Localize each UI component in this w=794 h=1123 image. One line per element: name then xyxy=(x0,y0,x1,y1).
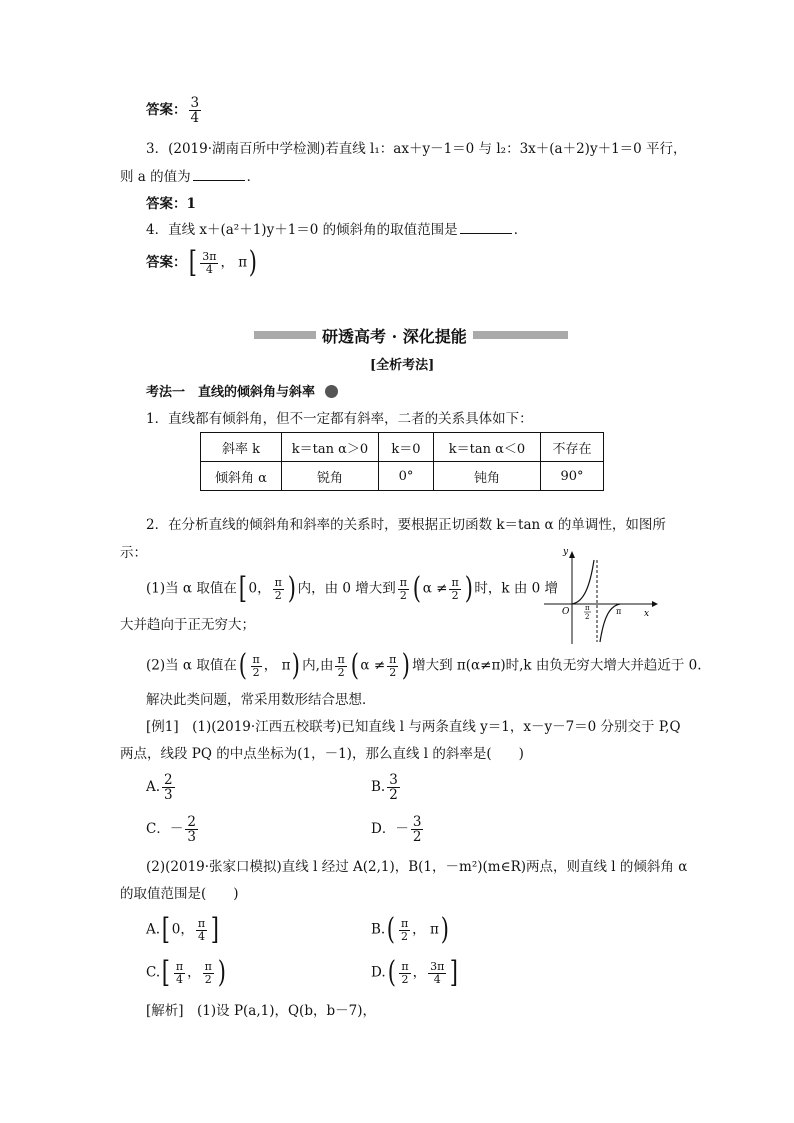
analysis: [解析] (1)设 P(a,1)，Q(b，b－7)， xyxy=(146,1003,376,1019)
section-heading: [全析考法] xyxy=(370,358,435,373)
svg-text:y: y xyxy=(563,547,569,557)
answer-1 xyxy=(146,96,203,125)
point-2-line2: 示： xyxy=(120,545,147,561)
option-2a: A.[ 0， $\frac{\pi}{4}$ ] xyxy=(146,912,220,947)
answer-blank xyxy=(193,180,245,181)
svg-text:x: x xyxy=(644,609,650,619)
svg-text:O: O xyxy=(562,607,570,617)
svg-text:2: 2 xyxy=(585,613,590,621)
svg-text:π: π xyxy=(616,607,622,616)
option-2b: B.( $\frac{\pi}{2}$ ， π) xyxy=(371,912,449,947)
option-1a: A. $\frac{2}{3}$ xyxy=(146,772,173,804)
question-3-line1: 3．(2019·湖南百所中学检测)若直线 l₁：ax＋y－1＝0 与 l₂：3x＋(a＋2)y＋1＝0 平行， xyxy=(146,141,687,157)
table-row: 斜率 k k＝tan α＞0 k＝0 k＝tan α＜0 不存在 xyxy=(201,433,604,462)
section-banner xyxy=(254,322,568,348)
answer-4: 答案：[ $\frac{3\pi}{4}$ ， π) xyxy=(146,245,258,280)
tangent-graph xyxy=(540,546,660,646)
point-1: 1．直线都有倾斜角，但不一定都有斜率，二者的关系具体如下： xyxy=(146,411,533,427)
example-1-line1: [例1] (1)(2019·江西五校联考)已知直线 l 与两条直线 y＝1，x－y－7＝0 分别交于 P,Q xyxy=(146,719,681,735)
example-1-line2: 两点，线段 PQ 的中点坐标为(1，－1)，那么直线 l 的斜率是( ) xyxy=(120,746,524,762)
case-1: (1)当 α 取值在[ 0， $\frac{\pi}{2}$ ) 内，由 0 增大到 $\frac{\pi}{2}$ ( α ≠ $\frac{\pi}{2}$ ) 时，k 由 0 增 xyxy=(146,571,559,606)
option-2d: D.( $\frac{\pi}{2}$ ， $\frac{3\pi}{4}$ ] xyxy=(371,955,459,990)
question-3-line2: 则 a 的值为 ． xyxy=(120,169,261,185)
case-2: (2)当 α 取值在( $\frac{\pi}{2}$ ， π) 内,由 $\frac{\pi}{2}$ ( α ≠ $\frac{\pi}{2}$ ) 增大到 π(α≠π)时,k 由负无穷大增大并趋近于 0. xyxy=(146,648,702,683)
point-2-line1: 2．在分析直线的倾斜角和斜率的关系时，要根据正切函数 k＝tan α 的单调性，如图所 xyxy=(146,517,666,533)
method-heading: 考法一 直线的倾斜角与斜率 xyxy=(146,385,338,401)
table-row: 倾斜角 α 锐角 0° 钝角 90° xyxy=(201,462,604,491)
example-2-line2: 的取值范围是( ) xyxy=(120,886,239,902)
answer-fraction: $\frac{3}{4}$ xyxy=(190,95,200,127)
option-1d: D．－ $\frac{3}{2}$ xyxy=(371,814,422,846)
slope-angle-table xyxy=(200,432,604,491)
banner-title: 研透高考 · 深化提能 xyxy=(316,324,473,347)
option-2c: C.[ $\frac{\pi}{4}$ ， $\frac{\pi}{2}$ ) xyxy=(146,955,226,990)
bullet-icon xyxy=(325,385,338,398)
case-1-cont: 大并趋向于正无穷大； xyxy=(120,617,255,633)
example-2-line1: (2)(2019·张家口模拟)直线 l 经过 A(2,1)，B(1，－m²)(m∈R)两点，则直线 l 的倾斜角 α xyxy=(146,859,688,875)
answer-label: 答案： xyxy=(146,102,187,119)
option-1c: C．－ $\frac{2}{3}$ xyxy=(146,814,196,846)
summary: 解决此类问题，常采用数形结合思想． xyxy=(146,692,376,708)
answer-3: 答案：1 xyxy=(146,196,196,212)
question-4: 4．直线 x＋(a²＋1)y＋1＝0 的倾斜角的取值范围是 ． xyxy=(146,222,528,238)
svg-text:π: π xyxy=(585,604,590,612)
answer-blank xyxy=(460,233,512,234)
option-1b: B. $\frac{3}{2}$ xyxy=(371,772,398,804)
